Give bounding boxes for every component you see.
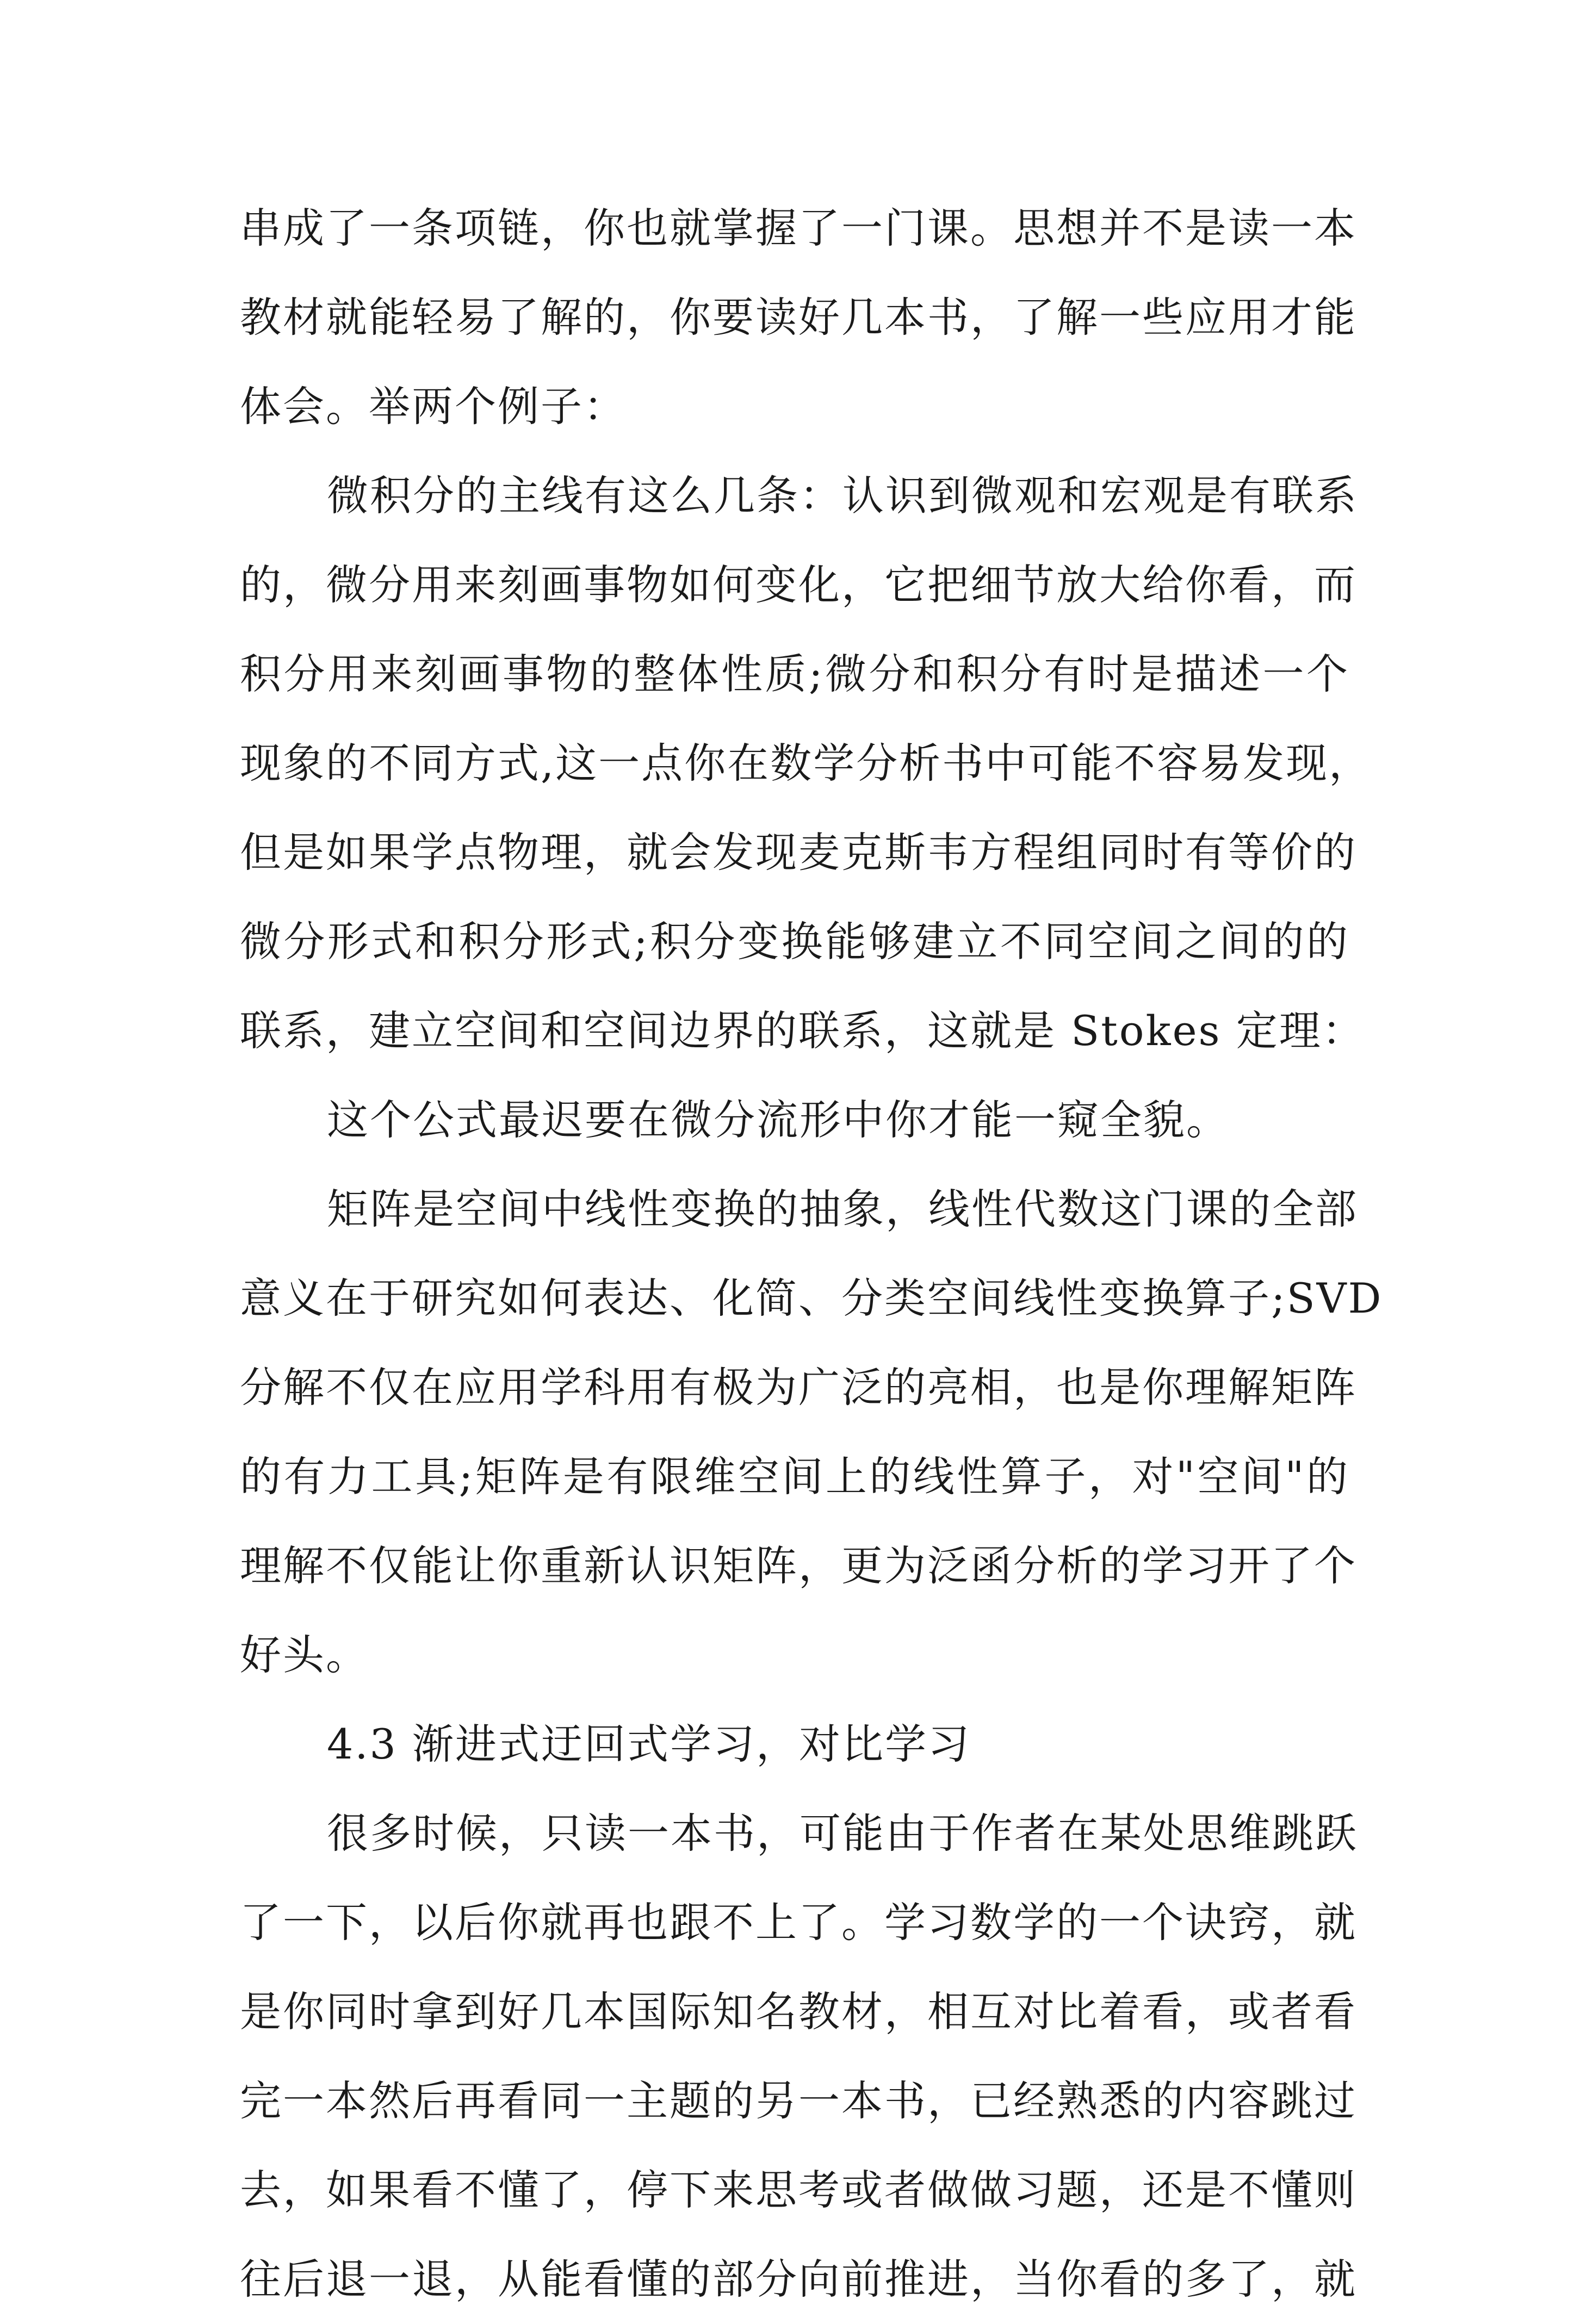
text-line: 的，微分用来刻画事物如何变化，它把细节放大给你看，而 <box>240 561 1357 609</box>
text-line: 4.3 渐进式迂回式学习，对比学习 <box>327 1720 971 1768</box>
text-line: 联系，建立空间和空间边界的联系，这就是 Stokes 定理： <box>240 1006 1365 1055</box>
text-line: 是你同时拿到好几本国际知名教材，相互对比着看，或者看 <box>240 1987 1357 2036</box>
text-line: 这个公式最迟要在微分流形中你才能一窥全貌。 <box>327 1096 1229 1144</box>
body-text <box>240 184 1383 2324</box>
text-line: 理解不仅能让你重新认识矩阵，更为泛函分析的学习开了个 <box>240 1542 1357 1590</box>
text-line: 微积分的主线有这么几条：认识到微观和宏观是有联系 <box>327 471 1358 520</box>
text-line: 现象的不同方式,这一点你在数学分析书中可能不容易发现， <box>240 739 1372 787</box>
text-line: 体会。举两个例子： <box>240 382 627 431</box>
text-line: 完一本然后再看同一主题的另一本书，已经熟悉的内容跳过 <box>240 2077 1357 2125</box>
text-line: 串成了一条项链，你也就掌握了一门课。思想并不是读一本 <box>240 204 1357 252</box>
text-line: 微分形式和积分形式;积分变换能够建立不同空间之间的的 <box>240 917 1349 966</box>
text-line: 去，如果看不懂了，停下来思考或者做做习题，还是不懂则 <box>240 2166 1357 2214</box>
text-line: 教材就能轻易了解的，你要读好几本书，了解一些应用才能 <box>240 293 1357 341</box>
text-line: 很多时候，只读一本书，可能由于作者在某处思维跳跃 <box>327 1809 1358 1857</box>
text-line: 往后退一退，从能看懂的部分向前推进，当你看的多了，就 <box>240 2255 1357 2303</box>
text-line: 分解不仅在应用学科用有极为广泛的亮相，也是你理解矩阵 <box>240 1363 1357 1412</box>
text-line: 的有力工具;矩阵是有限维空间上的线性算子，对"空间"的 <box>240 1452 1349 1501</box>
text-line: 积分用来刻画事物的整体性质;微分和积分有时是描述一个 <box>240 650 1349 698</box>
text-line: 矩阵是空间中线性变换的抽象，线性代数这门课的全部 <box>327 1185 1358 1233</box>
text-line: 意义在于研究如何表达、化简、分类空间线性变换算子;SVD <box>240 1274 1383 1322</box>
text-line: 但是如果学点物理，就会发现麦克斯韦方程组同时有等价的 <box>240 828 1357 877</box>
text-line: 了一下，以后你就再也跟不上了。学习数学的一个诀窍，就 <box>240 1898 1357 1947</box>
text-line: 好头。 <box>240 1631 369 1679</box>
